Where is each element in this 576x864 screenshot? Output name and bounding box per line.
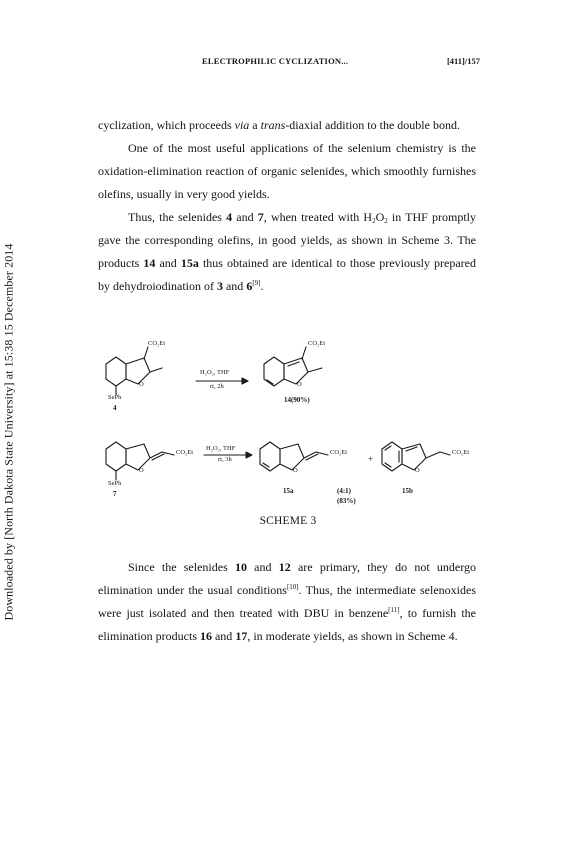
page-header — [98, 56, 480, 70]
structure-product-14 — [264, 347, 322, 386]
compound-number-14: 14(90%) — [284, 396, 310, 404]
product-yield: (83%) — [337, 497, 356, 505]
ring-oxygen-label: O — [139, 381, 144, 388]
substituent-co2et: CO₂Et — [330, 449, 348, 456]
substituent-co2et: CO₂Et — [176, 449, 194, 456]
download-watermark — [2, 0, 16, 864]
substituent-seph: SePh — [108, 394, 122, 401]
paragraph-4: Since the selenides 10 and 12 are primary, they do not undergo elimination under the usual conditions[10]. Thus, the intermediate selenoxides were just isolated and then treated with DBU in benzene[11], to furnish the elimination products 16 and 17, in moderate yields, as shown in Scheme 4. — [98, 560, 477, 643]
scheme-title: SCHEME 3 — [259, 515, 317, 527]
ring-oxygen-label: O — [297, 381, 302, 388]
conditions-label: rt, 2h — [210, 383, 224, 390]
reagent-label: H₂O₂, THF — [206, 445, 236, 452]
compound-number-15a: 15a — [283, 487, 294, 495]
substituent-co2et: CO₂Et — [452, 449, 470, 456]
product-ratio: (4:1) — [337, 487, 351, 495]
reagent-label: H₂O₂, THF — [200, 369, 230, 376]
structure-selenide-7 — [106, 442, 174, 480]
substituent-seph: SePh — [108, 480, 122, 487]
conditions-label: rt, 3h — [218, 456, 232, 463]
scheme-3-figure — [92, 334, 492, 534]
paragraph-2: One of the most useful applications of the selenium chemistry is the oxidation-elimination reaction of organic selenides, which smoothly furnishes olefins, usually in very good yields. — [98, 141, 476, 201]
ring-oxygen-label: O — [139, 467, 144, 474]
paragraph-1: cyclization, which proceeds via a trans-diaxial addition to the double bond. — [98, 118, 460, 132]
download-note: Downloaded by [North Dakota State University] at 15:38 15 December 2014 — [1, 243, 16, 621]
substituent-co2et: CO₂Et — [148, 340, 166, 347]
compound-number-15b: 15b — [402, 487, 413, 495]
body-text-bottom — [98, 556, 476, 648]
page-number: [411]/157 — [446, 56, 480, 66]
body-text-top — [98, 114, 476, 298]
structure-selenide-4 — [106, 347, 162, 395]
paragraph-3: Thus, the selenides 4 and 7, when treated with $H_2O_2$ in THF promptly gave the corresponding olefins, in good yields, as shown in Scheme 3. The products 14 and 15a thus obtained are identical to those previously prepared by dehydroiodination of 3 and 6[9]. — [98, 210, 477, 293]
substituent-co2et: CO₂Et — [308, 340, 326, 347]
ring-oxygen-label: O — [293, 467, 298, 474]
ring-oxygen-label: O — [415, 467, 420, 474]
compound-number-7: 7 — [113, 490, 117, 498]
running-title: ELECTROPHILIC CYCLIZATION... — [202, 56, 349, 66]
plus-sign: + — [368, 454, 374, 464]
compound-number-4: 4 — [113, 404, 117, 412]
